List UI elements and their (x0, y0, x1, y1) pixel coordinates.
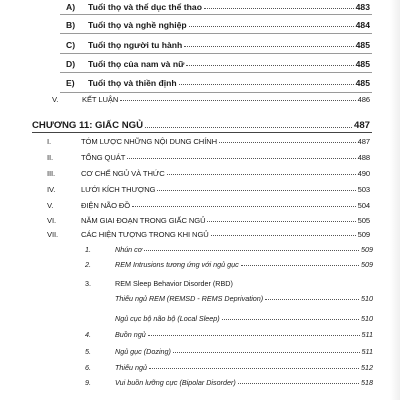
dot-leader (173, 352, 360, 353)
toc-phenomenon-6 (85, 361, 373, 372)
toc-entry-page: 509 (361, 260, 373, 269)
row-separator (60, 33, 372, 34)
toc-entry-number: 6. (85, 363, 91, 372)
toc-entry-page: 486 (357, 95, 370, 104)
toc-entry-number: V. (47, 201, 54, 210)
toc-entry-page: 518 (361, 378, 373, 387)
toc-entry-page: 483 (355, 2, 370, 12)
toc-entry-number: 1. (85, 245, 91, 254)
dot-leader (149, 368, 359, 369)
chapter-title: CHƯƠNG 11: GIẤC NGỦ (32, 120, 144, 131)
dot-leader (145, 127, 352, 128)
toc-entry-number: V. (52, 95, 59, 104)
toc-entry-page: 509 (361, 245, 373, 254)
toc-entry-page: 485 (355, 59, 370, 69)
dot-leader (238, 383, 359, 384)
toc-phenomenon-9 (85, 376, 373, 387)
toc-entry-page: 485 (355, 78, 370, 88)
toc-entry-b (66, 18, 370, 30)
dot-leader (179, 84, 354, 85)
toc-entry-title: Ngủ gục (Dozing) (115, 347, 171, 356)
toc-entry-number: B) (66, 20, 76, 30)
dot-leader (219, 142, 356, 143)
toc-entry-number: 4. (85, 330, 91, 339)
toc-entry-title: ĐIỆN NÃO ĐỒ (81, 201, 131, 210)
chapter-heading (32, 118, 370, 131)
toc-entry-number: E) (66, 78, 75, 88)
toc-entry-page: 484 (355, 20, 370, 30)
toc-entry-number: II. (47, 153, 54, 162)
toc-entry-number: VII. (47, 230, 58, 239)
toc-entry-e (66, 76, 370, 88)
toc-entry-number: C) (66, 40, 76, 50)
toc-entry-title: Buồn ngủ (115, 330, 146, 339)
toc-section-1 (47, 135, 370, 146)
dot-leader (120, 100, 355, 101)
dot-leader (211, 235, 356, 236)
toc-entry-title: Tuổi thọ người tu hành (88, 40, 183, 50)
toc-entry-title: Thiếu ngủ REM (REMSD - REMS Deprivation) (115, 294, 264, 303)
toc-entry-number: 2. (85, 260, 91, 269)
dot-leader (127, 158, 355, 159)
toc-entry-title: REM Sleep Behavior Disorder (RBD) (115, 279, 233, 288)
toc-entry-title: LƯỚI KÍCH THƯỢNG (81, 185, 156, 194)
toc-entry-title: Tuổi thọ của nam và nữ (88, 59, 185, 69)
toc-section-2 (47, 151, 370, 162)
toc-entry-page: 509 (357, 230, 370, 239)
toc-entry-title: Tuổi thọ và thiền định (88, 78, 177, 88)
toc-phenomenon-5 (85, 345, 373, 356)
dot-leader (132, 206, 356, 207)
toc-section-5 (47, 199, 370, 210)
toc-section-4 (47, 183, 370, 194)
toc-entry-number: 5. (85, 347, 91, 356)
toc-entry-page: 505 (357, 216, 370, 225)
toc-entry-title: TỔNG QUÁT (81, 153, 126, 162)
dot-leader (167, 174, 356, 175)
toc-entry-title: REM Intrusions tương ứng với ngủ gục (115, 260, 239, 269)
dot-leader (148, 335, 360, 336)
toc-entry-page: 510 (361, 294, 373, 303)
toc-entry-number: VI. (47, 216, 56, 225)
toc-phenomenon-3a (115, 292, 373, 303)
toc-entry-title: CÁC HIỆN TƯỢNG TRONG KHI NGỦ (81, 230, 209, 239)
toc-entry-title: Tuổi thọ và nghề nghiệp (88, 20, 187, 30)
toc-entry-page: 485 (355, 40, 370, 50)
toc-entry-title: Ngủ cục bộ não bộ (Local Sleep) (115, 314, 220, 323)
toc-entry-number: D) (66, 59, 76, 69)
toc-phenomenon-3b (115, 312, 373, 323)
dot-leader (157, 190, 355, 191)
toc-entry-title: TÓM LƯỢC NHỮNG NỘI DUNG CHÍNH (81, 137, 217, 146)
toc-entry-number: A) (66, 2, 76, 12)
toc-entry-title: Thiếu ngủ (115, 363, 147, 372)
toc-section-6 (47, 214, 370, 225)
toc-entry-c (66, 38, 370, 50)
toc-entry-number: I. (47, 137, 52, 146)
dot-leader (222, 319, 359, 320)
row-separator (60, 14, 372, 15)
chapter-page: 487 (353, 120, 370, 131)
toc-entry-page: 512 (361, 363, 373, 372)
chapter-underline (32, 132, 372, 133)
toc-entry-title: KẾT LUẬN (82, 95, 119, 104)
toc-entry-number: 3. (85, 279, 91, 288)
toc-entry-page: 510 (361, 314, 373, 323)
toc-entry-page: 488 (357, 153, 370, 162)
dot-leader (184, 46, 353, 47)
dot-leader (144, 250, 359, 251)
toc-phenomenon-3 (85, 277, 373, 288)
row-separator (60, 72, 372, 73)
toc-phenomenon-4 (85, 328, 373, 339)
toc-entry-number: III. (47, 169, 56, 178)
toc-entry-conclusion (52, 93, 370, 104)
toc-phenomenon-2 (85, 258, 373, 269)
toc-entry-title: Vui buồn lưỡng cực (Bipolar Disorder) (115, 378, 236, 387)
toc-entry-number: IV. (47, 185, 56, 194)
toc-entry-page: 490 (357, 169, 370, 178)
page-shadow (390, 0, 400, 400)
toc-entry-title: NĂM GIAI ĐOẠN TRONG GIẤC NGỦ (81, 216, 206, 225)
toc-entry-number: 9. (85, 378, 91, 387)
dot-leader (207, 221, 355, 222)
toc-entry-title: CƠ CHẾ NGỦ VÀ THỨC (81, 169, 165, 178)
toc-entry-page: 511 (361, 347, 373, 356)
dot-leader (186, 65, 353, 66)
dot-leader (189, 26, 354, 27)
toc-entry-a (66, 0, 370, 12)
toc-entry-d (66, 57, 370, 69)
toc-entry-title: Tuổi thọ và thể dục thể thao (88, 2, 202, 12)
dot-leader (241, 265, 359, 266)
toc-section-7 (47, 228, 370, 239)
toc-entry-page: 487 (357, 137, 370, 146)
toc-section-3 (47, 167, 370, 178)
row-separator (60, 53, 372, 54)
toc-phenomenon-1 (85, 243, 373, 254)
toc-entry-page: 503 (357, 185, 370, 194)
dot-leader (204, 8, 354, 9)
dot-leader (265, 299, 359, 300)
toc-entry-title: Nhún cơ (115, 245, 143, 254)
toc-entry-page: 511 (361, 330, 373, 339)
toc-entry-page: 504 (357, 201, 370, 210)
